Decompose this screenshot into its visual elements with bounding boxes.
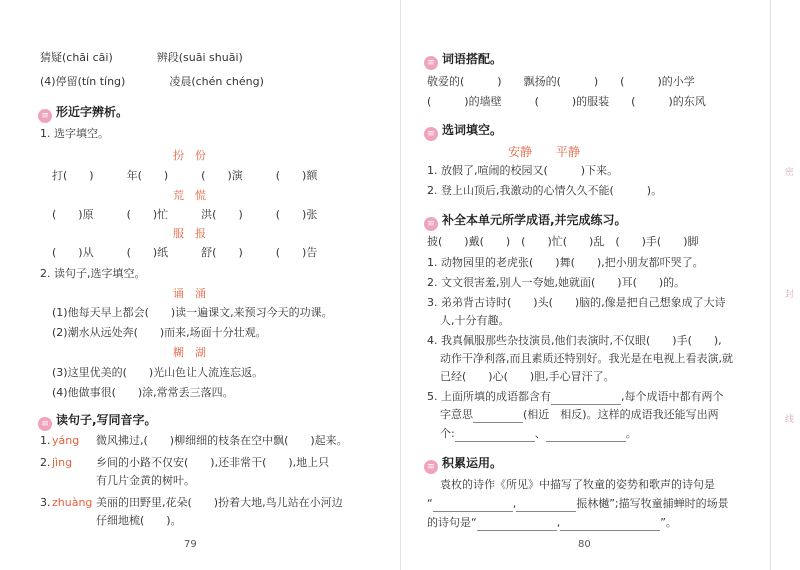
chengyu-line-5-cont: 字意思 (相近 相反)。这样的成语我还能写出两 [440,408,719,421]
word-choices: 安静 平静 [508,145,581,159]
page-divider [400,0,401,570]
section-title-dapei: ≡ 词语搭配。 [424,51,502,70]
chengyu-line-5: 5. 上面所填的成语都含有 ,每个成语中都有两个 [427,390,724,403]
char-group-1: 扮 份 [173,149,206,162]
fill-line-2: ( )原 ( )忙 洪( ) ( )张 [52,208,318,221]
jilei-line-3: 的诗句是“ , ”。 [427,516,677,529]
jilei-line-1: 袁枚的诗作《所见》中描写了牧童的姿势和歌声的诗句是 [440,478,715,491]
chengyu-line-3-cont: 人,十分有趣。 [440,314,510,327]
chengyu-line-4-cont: 动作干净利落,而且素质还特别好。我光是在电视上看表演,就 [440,352,733,365]
section-badge-icon: ≡ [424,460,438,474]
section-badge-icon: ≡ [424,56,438,70]
sentence-jing-cont: 有几片金黄的树叶。 [96,474,195,487]
answer-blank[interactable] [546,427,626,442]
fill-line-1: 打( ) 年( ) ( )演 ( )额 [52,169,318,182]
seal-label-3: 线 [785,415,795,425]
sentence-yang: 微风拂过,( )柳细细的枝条在空中飘( )起来。 [96,434,348,447]
sentence-jing: 乡间的小路不仅安( ),还非常干( ),地上只 [96,456,330,469]
section-title-tongyin: ≡ 读句子,写同音字。 [38,412,157,431]
pinyin-jing: jìng [52,456,73,469]
idiom-blanks: 披( )戴( ) ( )忙( )乱 ( )手( )脚 [427,235,699,248]
char-group-3: 服 报 [173,227,206,240]
char-group-5: 糊 湖 [173,346,206,359]
answer-blank[interactable] [433,497,513,512]
question-2: 2. 读句子,选字填空。 [40,267,146,280]
pinyin-zhuang: zhuàng [52,496,93,509]
answer-blank[interactable] [551,390,621,405]
answer-blank[interactable] [477,516,557,531]
section-title-xingjin: ≡ 形近字辨析。 [38,104,128,123]
page-number-left: 79 [184,539,197,550]
section-badge-icon: ≡ [38,109,52,123]
chengyu-line-4-cont2: 已经( )心( )胆,手心冒汗了。 [440,370,615,383]
dapei-line-1: 敬爱的( ) 飘扬的( ) ( )的小学 [427,75,695,88]
fill-line-3: ( )从 ( )纸 舒( ) ( )告 [52,246,318,259]
pinyin-line-2: (4)停留(tín tíng) 凌晨(chén chéng) [40,75,264,88]
char-group-4: 诵 涌 [173,287,206,300]
sentence-1: (1)他每天早上都会( )读一遍课文,来预习今天的功课。 [52,306,333,319]
char-group-2: 荒 慌 [173,189,206,202]
sentence-4: (4)他做事很( )涂,常常丢三落四。 [52,386,234,399]
item-number: 3. [40,496,51,509]
chengyu-line-3: 3. 弟弟背古诗时( )头( )脑的,像是把自己想象成了大诗 [427,296,726,309]
pinyin-yang: yáng [52,434,80,447]
xuanci-line-1: 1. 放假了,喧闹的校园又( )下来。 [427,164,619,177]
chengyu-line-1: 1. 动物园里的老虎张( )舞( ),把小朋友都吓哭了。 [427,256,704,269]
seal-label-1: 密 [785,168,795,178]
seal-label-2: 封 [785,290,795,300]
item-number: 2. [40,456,51,469]
chengyu-line-4: 4. 我真佩服那些杂技演员,他们表演时,不仅眼( )手( ), [427,334,722,347]
sentence-2: (2)潮水从远处奔( )而来,场面十分壮观。 [52,326,267,339]
sentence-zhuang: 美丽的田野里,花朵( )扮着大地,鸟儿站在小河边 [96,496,343,509]
sentence-zhuang-cont: 仔细地梳( )。 [96,514,182,527]
binding-edge [770,0,771,570]
pinyin-line-1: 猜疑(chāi cāi) 辨段(suāi shuāi) [40,51,243,64]
section-title-jilei: ≡ 积累运用。 [424,455,502,474]
chengyu-line-5-cont2: 个: 、 。 [440,427,637,440]
jilei-line-2: “ , 振林樾”;描写牧童捕蝉时的场景 [427,497,729,510]
section-badge-icon: ≡ [424,217,438,231]
chengyu-line-2: 2. 文文很害羞,别人一夸她,她就面( )耳( )的。 [427,276,686,289]
answer-blank[interactable] [455,427,535,442]
answer-blank[interactable] [473,408,523,423]
section-title-chengyu: ≡ 补全本单元所学成语,并完成练习。 [424,212,627,231]
question-1: 1. 选字填空。 [40,127,109,140]
answer-blank[interactable] [560,516,660,531]
item-number: 1. [40,434,51,447]
dapei-line-2: ( )的墙壁 ( )的服装 ( )的东风 [427,95,706,108]
sentence-3: (3)这里优美的( )光山色让人流连忘返。 [52,366,264,379]
section-title-xuanci: ≡ 选词填空。 [424,122,502,141]
answer-blank[interactable] [516,497,576,512]
xuanci-line-2: 2. 登上山顶后,我激动的心情久久不能( )。 [427,184,663,197]
section-badge-icon: ≡ [424,127,438,141]
section-badge-icon: ≡ [38,417,52,431]
page-number-right: 80 [578,539,591,550]
